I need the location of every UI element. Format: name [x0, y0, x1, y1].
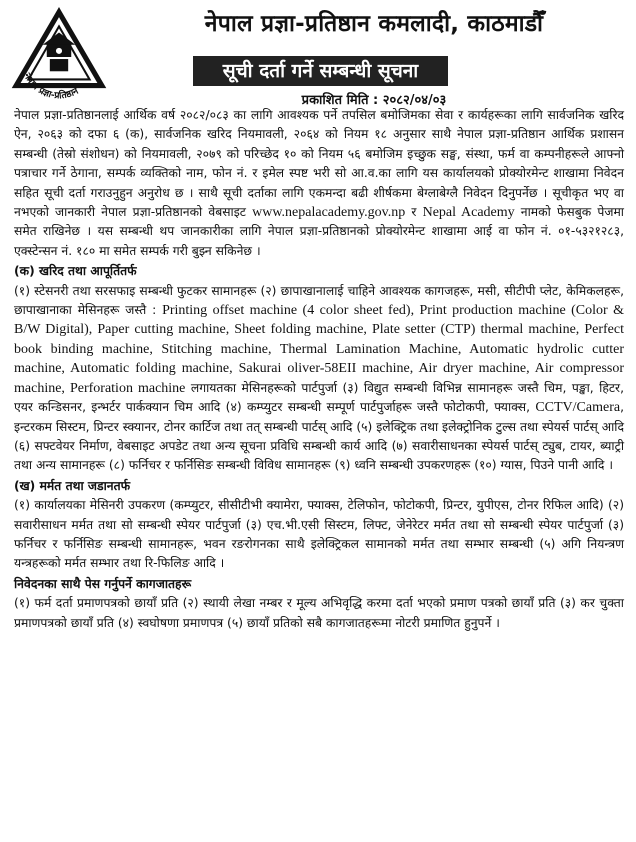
section-kha-heading: (ख) मर्मत तथा जडानतर्फ: [14, 478, 131, 493]
intro-text: नेपाल प्रज्ञा-प्रतिष्ठानलाई आर्थिक वर्ष २०८२/०८३ का लागि आवश्यक पर्ने तपसिल बमोजिमका सेवा र कार्यहरूका लागि सार्वजनिक खरिद ऐन, २०६३ को दफा ६ (क), सार्वजनिक खरिद नियमावली, २०६४ को नियम १८ अनुसार साथै नेपाल प्रज्ञा-प्रतिष्ठान आर्थिक प्रशासन सम्बन्धी (तेस्रो संशोधन) को नियमावली, २०७९ को परिच्छेद १० को नियम ५६ बमोजिम इच्छुक सङ्घ, संस्था, फर्म वा कम्पनीहरूले आफ्नो पत्राचार गर्ने ठेगाना, सम्पर्क व्यक्तिको नाम, फोन नं. र इमेल स्पष्ट भरी सो आ.व.का लागि यस कार्यालयको प्रोक्योरमेन्ट शाखामा निवेदन सहित सूची दर्ता गराउनुहुन अनुरोध छ । साथै सूची दर्ताका लागि एकमन्दा बढी शीर्षकमा बेग्लाबेग्लै निवेदन दिनुपर्नेछ । सूचीकृत भए वा नभएको जानकारी नेपाल प्रज्ञा-प्रतिष्ठानको वेबसाइट: [14, 108, 624, 220]
intro-and: र: [405, 205, 423, 220]
published-date: प्रकाशित मिति : २०८२/०४/०३: [301, 93, 447, 108]
machine-list: Printing offset machine (4 color sheet fed), Print production machine (Color & B/W Digital), Paper cutting machine, Sheet folding machine, Plate setter (CTP) thermal machine, Perfect book binding machine, Stitching machine, Thermal Lamination Machine, Automatic hydrolic cutter machine, Automatic folding machine, Sakurai oliver-58EII machine, Air dryer machine, Air compressor machine, Perforation machine: [14, 303, 624, 396]
facebook-name: Nepal Academy: [422, 205, 515, 221]
section-ka-heading: (क) खरिद तथा आपूर्तितर्फ: [14, 264, 137, 279]
intro-text-2: नामको फेसबुक पेजमा समेत राखिनेछ । यस सम्बन्धी थप जानकारीका लागि नेपाल प्रज्ञा-प्रतिष्ठानको प्रोक्योरमेन्ट शाखामा आई वा फोन नं. ०१-५३२१२८३, एक्स्टेन्सन नं. १८० मा समेत सम्पर्क गरी बुझ्न सकिनेछ ।: [14, 205, 624, 258]
academy-emblem-icon: [8, 6, 110, 108]
section-ka-text-c: , इन्टरकम सिस्टम, प्रिन्टर स्क्यानर, टोनर कार्टिज तथा तत् सम्बन्धी पार्टस् आदि (५) इलेक्ट्रिक तथा इलेक्ट्रोनिक टुल्स तथा स्पेयर्स पार्टस् आदि (६) सफ्टवेयर निर्माण, वेबसाइट अपडेट तथा अन्य सूचना प्रविधि सम्बन्धी कार्य आदि (७) सवारीसाधनका स्पेयर्स पार्टस् ट्युब, टायर, ब्याट्री तथा अन्य सामानहरू (८) फर्निचर र फर्निसिङ सम्बन्धी विविध सामानहरू (९) ध्वनि सम्बन्धी उपकरणहरू (१०) ग्यास, पिउने पानी आदि ।: [14, 400, 624, 473]
notice-header: [0, 0, 636, 110]
organization-title: नेपाल प्रज्ञा-प्रतिष्ठान कमलादी, काठमाडौँ: [204, 11, 544, 37]
section-kha-body: (१) कार्यालयका मेसिनरी उपकरण (कम्प्युटर, सीसीटीभी क्यामेरा, फ्याक्स, टेलिफोन, फोटोकपी, प्रिन्टर, युपीएस, टोनर रिफिल आदि) (२) सवारीसाधन मर्मत तथा सो सम्बन्धी स्पेयर पार्टपुर्जा (३) एच.भी.एसी सिस्टम, लिफ्ट, जेनेरेटर मर्मत तथा सो सम्बन्धी स्पेयर पार्टपुर्जा (३) फर्निचर र फर्निसिङ सम्बन्धी सामानहरू, भवन रङरोगनका साथै इलेक्ट्रिकल सामानको मर्मत तथा सम्भार सम्बन्धी (५) अगि नियन्त्रण यन्त्रहरूको मर्मत सम्भार तथा रि-फिलिङ आदि ।: [14, 498, 624, 571]
intro-paragraph: [14, 106, 624, 261]
documents-body: (१) फर्म दर्ता प्रमाणपत्रको छायाँ प्रति (२) स्थायी लेखा नम्बर र मूल्य अभिवृद्धि करमा दर्ता भएको प्रमाण पत्रको छायाँ प्रति (३) कर चुक्ता प्रमाणपत्रको छायाँ प्रति (४) स्वघोषणा प्रमाणपत्र (५) छायाँ प्रतिको सबै कागजातहरूमा नोटरी प्रमाणित हुनुपर्ने ।: [14, 596, 624, 630]
documents-heading: निवेदनका साथै पेस गर्नुपर्ने कागजातहरू: [14, 576, 192, 591]
section-ka-text-a: (१) स्टेसनरी तथा सरसफाइ सम्बन्धी फुटकर सामानहरू (२) छापाखानालाई चाहिने आवश्यक कागजहरू, मसी, सीटीपी प्लेट, केमिकलहरू, छापाखानाका मेसिनहरू जस्तै :: [14, 283, 624, 318]
notice-title: सूची दर्ता गर्ने सम्बन्धी सूचना: [193, 56, 448, 86]
academy-logo: [8, 6, 110, 108]
section-ka-text-b: लगायतका मेसिनहरूको पार्टपुर्जा (३) विद्युत सम्बन्धी विभिन्न सामानहरू जस्तै चिम, पङ्खा, हिटर, एयर कन्डिसनर, इन्भर्टर पार्कक्यान चिम आदि (४) कम्प्युटर सम्बन्धी सम्पूर्ण पार्टपुर्जाहरू जस्तै फोटोकपी, फ्याक्स,: [14, 380, 624, 415]
notice-body: [14, 106, 624, 633]
cctv-label: CCTV/Camera: [535, 400, 621, 416]
section-ka-body: [14, 282, 624, 476]
svg-text:नेपाल प्रज्ञा-प्रतिष्ठान: नेपाल प्रज्ञा-प्रतिष्ठान: [21, 71, 81, 102]
website-link[interactable]: www.nepalacademy.gov.np: [252, 205, 406, 221]
